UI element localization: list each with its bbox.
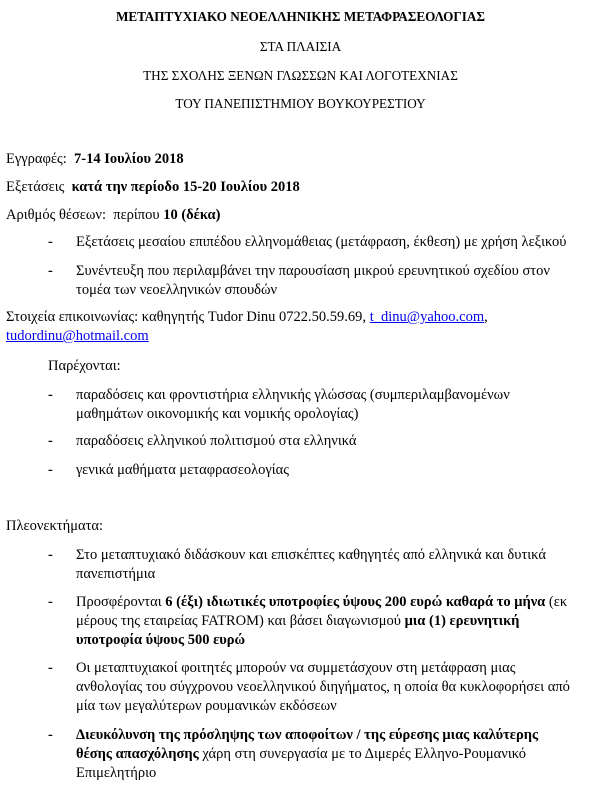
contact-line (6, 308, 488, 326)
advantage-2-bold-a: 6 (έξι) ιδιωτικές υποτροφίες ύψους 200 ευρώ καθαρά το μήνα (165, 594, 546, 610)
seats-value: 10 (δέκα) (163, 207, 221, 223)
advantage-3-line-3: μία των μεγαλύτερων ρουμανικών εκδόσεων (76, 698, 337, 714)
exams-label: Εξετάσεις (6, 179, 65, 195)
header-line-2: ΣΤΑ ΠΛΑΙΣΙΑ (259, 39, 342, 54)
advantage-3-line-2: ανθολογίας του σύγχρονου νεοελληνικού διηγήματος, η οποία θα κυκλοφορήσει από (76, 679, 570, 695)
exams-value: κατά την περίοδο 15-20 Ιουλίου 2018 (71, 179, 300, 195)
email-link-hotmail[interactable]: tudordinu@hotmail.com (6, 328, 149, 344)
email-link-yahoo[interactable]: t_dinu@yahoo.com (369, 309, 485, 325)
exam-item-1: Εξετάσεις μεσαίου επιπέδου ελληνομάθειας (μετάφραση, έκθεση) με χρήση λεξικού (76, 234, 567, 250)
advantage-3-line-1: Οι μεταπτυχιακοί φοιτητές μπορούν να συμμετάσχουν στη μετάφραση μιας (76, 660, 516, 676)
list-bullet: - (48, 547, 53, 563)
list-bullet: - (48, 234, 53, 250)
list-bullet: - (48, 594, 53, 610)
advantage-4-bold: θέσης απασχόλησης (76, 746, 199, 762)
advantage-2-text-b: (εκ (545, 594, 568, 610)
advantage-4-line-2 (76, 745, 526, 763)
list-bullet: - (48, 433, 53, 449)
offered-heading: Παρέχονται: (48, 358, 121, 374)
list-bullet: - (48, 462, 53, 478)
offered-item-1-line-1: παραδόσεις και φροντιστήρια ελληνικής γλώσσας (συμπεριλαμβανομένων (76, 387, 510, 403)
seats-line (6, 206, 220, 224)
seats-label: Αριθμός θέσεων: (6, 207, 107, 223)
contact-line-2 (6, 327, 149, 345)
contact-label: Στοιχεία επικοινωνίας: καθηγητής Tudor Dinu 0722.50.59.69, (6, 309, 367, 325)
header-title: ΜΕΤΑΠΤΥΧΙΑΚΟ ΝΕΟΕΛΛΗΝΙΚΗΣ ΜΕΤΑΦΡΑΣΕΟΛΟΓΙΑΣ (115, 9, 486, 24)
seats-pre: περίπου (113, 207, 160, 223)
advantage-4-text: χάρη στη συνεργασία με το Διμερές Ελληνο-Ρουμανικό (198, 746, 526, 762)
registration-line (6, 150, 184, 168)
advantage-4-line-3: Επιμελητήριο (76, 765, 157, 781)
advantage-2-line-2 (76, 612, 519, 630)
offered-item-1-line-2: μαθημάτων οικονομικής και νομικής ορολογίας) (76, 406, 359, 422)
advantage-1-line-1: Στο μεταπτυχιακό διδάσκουν και επισκέπτες καθηγητές από ελληνικά και δυτικά (76, 547, 546, 563)
registration-value: 7-14 Ιουλίου 2018 (73, 151, 184, 167)
advantage-2-text-a: Προσφέρονται (76, 594, 166, 610)
registration-label: Εγγραφές: (6, 151, 67, 167)
exam-item-2-line-2: τομέα των νεοελληνικών σπουδών (76, 282, 278, 298)
list-bullet: - (48, 387, 53, 403)
list-bullet: - (48, 660, 53, 676)
advantage-2-line-3: υποτροφία ύψους 500 ευρώ (76, 632, 246, 648)
list-bullet: - (48, 727, 53, 743)
advantage-2-line-1 (76, 593, 567, 611)
offered-item-3: γενικά μαθήματα μεταφρασεολογίας (76, 462, 289, 478)
exams-line (6, 178, 300, 196)
contact-comma: , (484, 309, 488, 325)
advantage-4-line-1: Διευκόλυνση της πρόσληψης των αποφοίτων / της εύρεσης μιας καλύτερης (76, 727, 539, 743)
header-line-4: ΤΟΥ ΠΑΝΕΠΙΣΤΗΜΙΟΥ ΒΟΥΚΟΥΡΕΣΤΙΟΥ (175, 96, 426, 111)
advantage-2-bold-b: μια (1) ερευνητική (404, 613, 520, 629)
header-line-3: ΤΗΣ ΣΧΟΛΗΣ ΞΕΝΩΝ ΓΛΩΣΣΩΝ ΚΑΙ ΛΟΓΟΤΕΧΝΙΑΣ (143, 68, 458, 83)
advantages-heading: Πλεονεκτήματα: (6, 518, 104, 534)
offered-item-2: παραδόσεις ελληνικού πολιτισμού στα ελληνικά (76, 433, 357, 449)
exam-item-2-line-1: Συνέντευξη που περιλαμβάνει την παρουσίαση μικρού ερευνητικού σχεδίου στον (76, 263, 550, 279)
advantage-2-text-c: μέρους της εταιρείας FATROM) και βάσει διαγωνισμού (76, 613, 405, 629)
advantage-1-line-2: πανεπιστήμια (76, 566, 156, 582)
list-bullet: - (48, 263, 53, 279)
